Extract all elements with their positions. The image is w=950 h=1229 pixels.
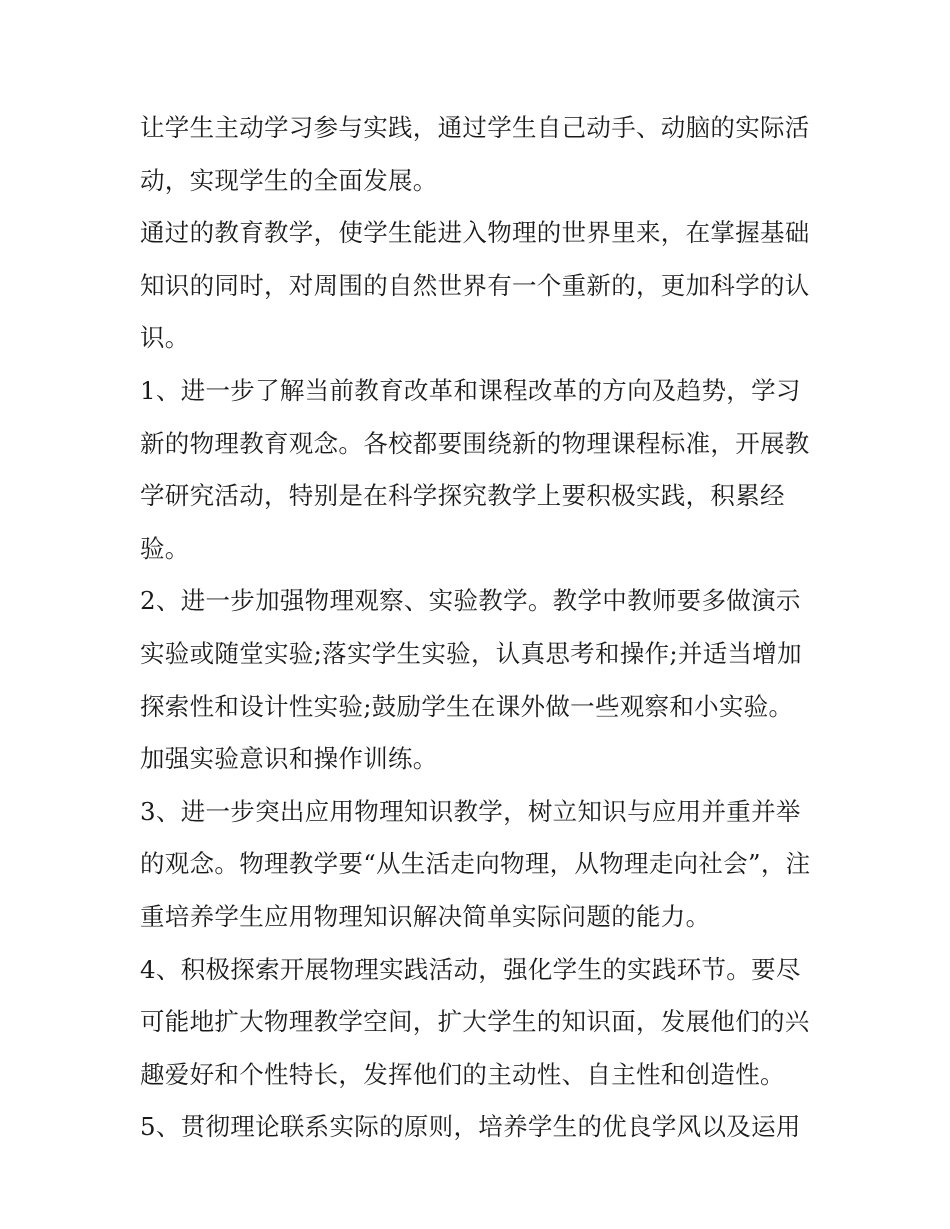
text-line: 验。 xyxy=(140,533,190,563)
text-line: 知识的同时，对周围的自然世界有一个重新的，更加科学的认 xyxy=(140,270,810,300)
text-line: 5、贯彻理论联系实际的原则，培养学生的优良学风以及运用 xyxy=(140,1112,801,1142)
text-line: 2、进一步加强物理观察、实验教学。教学中教师要多做演示 xyxy=(140,586,801,616)
text-line: 动，实现学生的全面发展。 xyxy=(140,165,438,195)
text-line: 学研究活动，特别是在科学探究教学上要积极实践，积累经 xyxy=(140,481,785,511)
text-line: 探索性和设计性实验;鼓励学生在课外做一些观察和小实验。 xyxy=(140,691,794,721)
text-line: 1、进一步了解当前教育改革和课程改革的方向及趋势，学习 xyxy=(140,375,801,405)
text-line: 4、积极探索开展物理实践活动，强化学生的实践环节。要尽 xyxy=(140,954,801,984)
text-line: 3、进一步突出应用物理知识教学，树立知识与应用并重并举 xyxy=(140,796,801,826)
body-text xyxy=(140,102,820,1154)
text-line: 通过的教育教学，使学生能进入物理的世界里来，在掌握基础 xyxy=(140,218,810,248)
text-line: 趣爱好和个性特长，发挥他们的主动性、自主性和创造性。 xyxy=(140,1059,785,1089)
text-line: 让学生主动学习参与实践，通过学生自己动手、动脑的实际活 xyxy=(140,113,810,142)
text-line: 识。 xyxy=(140,323,190,353)
text-line: 加强实验意识和操作训练。 xyxy=(140,744,438,774)
text-line: 新的物理教育观念。各校都要围绕新的物理课程标准，开展教 xyxy=(140,428,810,458)
text-line: 可能地扩大物理教学空间，扩大学生的知识面，发展他们的兴 xyxy=(140,1007,810,1037)
text-line: 实验或随堂实验;落实学生实验，认真思考和操作;并适当增加 xyxy=(140,638,802,668)
text-line: 的观念。物理教学要“从生活走向物理，从物理走向社会”，注 xyxy=(140,849,811,879)
text-line: 重培养学生应用物理知识解决简单实际问题的能力。 xyxy=(140,901,711,931)
